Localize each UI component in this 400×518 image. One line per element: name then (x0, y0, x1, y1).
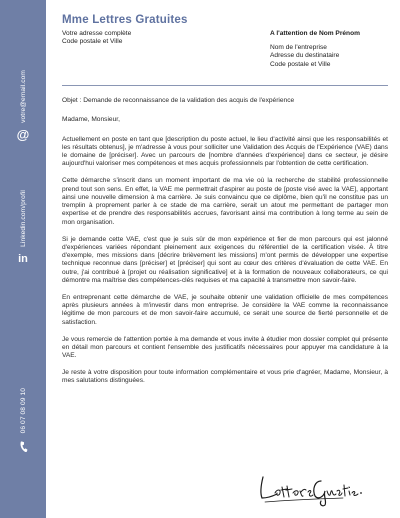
recipient-city: Code postale et Ville (270, 60, 331, 68)
sidebar (0, 0, 46, 518)
letter-objet: Objet : Demande de reconnaissance de la validation des acquis de l'expérience (62, 97, 295, 104)
letter-paragraph: Cette démarche s'inscrit dans un moment important de ma vie où la recherche de stabilité professionnelle prend tout son sens. En effet, la VAE me permettrait d'aspirer au poste de [poste visé avec la VAE], apportant ainsi une nouvelle dimension à ma carrière. Je suis convaincu que ce diplôme, bien qu'il ne constitue pas un tremplin à proprement parler à ce stade de ma carrière, serait un atout me permettant de partager mon expertise et de prendre des responsabilités accrues, favorisant ainsi ma contribution à long terme au sein de mon organisation. (62, 177, 388, 226)
header-divider (62, 85, 388, 86)
phone-text: 06 07 08 09 10 (19, 388, 27, 434)
sidebar-email (0, 70, 46, 141)
sender-address (62, 30, 131, 46)
phone-icon (18, 439, 29, 457)
sidebar-linkedin (0, 190, 46, 265)
sender-address-line1: Votre adresse complète (62, 30, 132, 37)
signature (255, 469, 365, 509)
letter-paragraph: Je reste à votre disposition pour toute information complémentaire et vous prie d'agréer, Madame, Monsieur, à mes salutations distinguées. (62, 368, 388, 385)
linkedin-icon: in (18, 252, 28, 265)
linkedin-text: Linkedin.com/profil (19, 190, 27, 247)
letter-paragraph: Actuellement en poste en tant que [description du poste actuel, le lieu d'activité ainsi que les responsabilités et les résultats obtenus], je m'adresse à vous pour solliciter une Validation des Acquis de l'Expérience (VAE) dans le domaine de [préciser]. Avec un parcours de [nombre d'années d'expérience] dans ce secteur, je désire aujourd'hui valoriser mes compétences et mes acquis professionnels par l'obtention de cette certification. (62, 135, 388, 168)
letter-salutation: Madame, Monsieur, (62, 116, 120, 124)
letter-paragraph: En entreprenant cette démarche de VAE, je souhaite obtenir une validation officielle de mes compétences après plusieurs années à m'investir dans mon entreprise. Je considère la VAE comme la reconnaissance légitime de mon parcours et de mon savoir-faire accumulé, ce serait une source de fierté personnelle et de satisfaction. (62, 293, 388, 326)
sender-name: Mme Lettres Gratuites (62, 14, 188, 26)
recipient-company: Nom de l'entreprise (270, 44, 327, 52)
letter-paragraph: Je vous remercie de l'attention portée à ma demande et vous invite à étudier mon dossier complet qui présente en détail mon parcours et contient l'ensemble des justificatifs nécessaires pour appuyer ma candidature à la VAE. (62, 335, 388, 360)
sender-address-line2: Code postale et Ville (62, 38, 123, 46)
letter-body (62, 97, 388, 394)
email-text: votre@email.com (19, 70, 27, 123)
recipient-attention: A l'attention de Nom Prénom (270, 30, 360, 37)
letter-paragraph: Si je demande cette VAE, c'est que je suis sûr de mon expérience et fier de mon parcours qui est jalonné d'expériences variées répondant pleinement aux exigences du référentiel de la certification visée. À titre d'exemple, mes missions dans [décrire brièvement les missions] m'ont permis de développer une expertise technique reconnue dans [préciser] et [préciser] qui sont au cœur des critères d'évaluation de cette VAE. En outre, j'ai contribué à [projet ou réalisation significative] et à la formation de nouveaux collaborateurs, ce qui démontre ma maîtrise des compétences-clés requises et ma capacité à transmettre mon savoir-faire. (62, 235, 388, 285)
signature-drawing (255, 469, 365, 509)
sidebar-phone (0, 388, 46, 457)
recipient-block (270, 30, 360, 69)
recipient-address: Adresse du destinataire (270, 52, 340, 60)
at-icon: @ (16, 126, 30, 142)
